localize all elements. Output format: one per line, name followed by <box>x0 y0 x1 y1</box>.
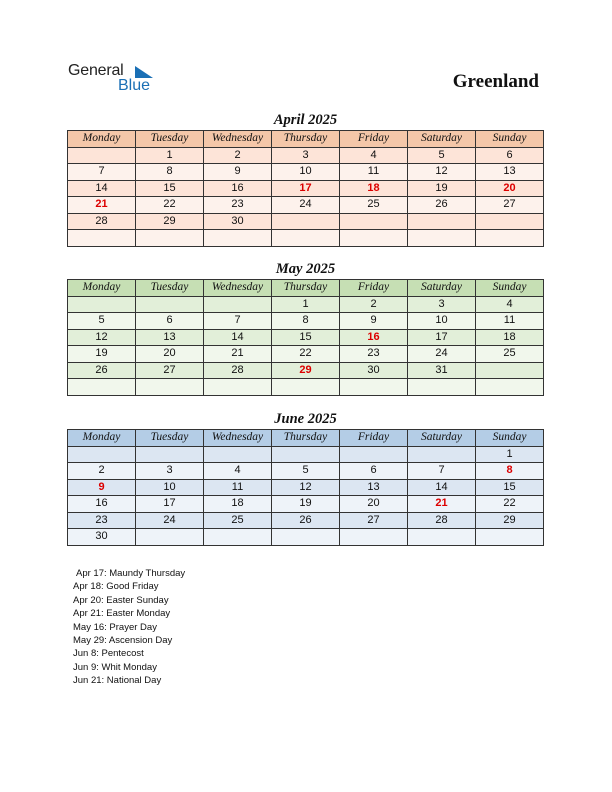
day-cell: 6 <box>340 463 408 480</box>
day-cell: 16 <box>340 329 408 346</box>
day-cell: 31 <box>408 362 476 379</box>
day-cell: 7 <box>68 164 136 181</box>
weekday-header: Tuesday <box>136 430 204 447</box>
day-cell: 24 <box>272 197 340 214</box>
empty-day-cell <box>204 230 272 247</box>
empty-day-cell <box>68 446 136 463</box>
day-cell: 9 <box>340 313 408 330</box>
holiday-item: Apr 21: Easter Monday <box>73 608 171 620</box>
empty-day-cell <box>68 147 136 164</box>
holiday-item: Apr 18: Good Friday <box>73 581 159 593</box>
day-cell: 11 <box>204 479 272 496</box>
month-title: June 2025 <box>274 411 337 427</box>
holiday-item: Apr 17: Maundy Thursday <box>76 568 186 579</box>
day-cell: 2 <box>68 463 136 480</box>
weekday-header: Sunday <box>476 280 544 297</box>
day-cell: 6 <box>476 147 544 164</box>
day-cell: 4 <box>204 463 272 480</box>
day-cell: 22 <box>476 496 544 513</box>
weekday-header: Wednesday <box>204 280 272 297</box>
empty-day-cell <box>272 446 340 463</box>
day-cell: 14 <box>68 180 136 197</box>
day-cell: 16 <box>68 496 136 513</box>
holiday-item: Jun 8: Pentecost <box>73 648 144 660</box>
day-cell: 23 <box>340 346 408 363</box>
week-row <box>68 496 544 513</box>
weekday-header-row <box>68 430 544 447</box>
week-row <box>68 180 544 197</box>
day-cell: 7 <box>408 463 476 480</box>
empty-day-cell <box>340 379 408 396</box>
day-cell: 21 <box>204 346 272 363</box>
weekday-header: Tuesday <box>136 280 204 297</box>
day-cell: 25 <box>204 512 272 529</box>
weekday-header: Wednesday <box>204 131 272 148</box>
day-cell: 25 <box>340 197 408 214</box>
day-cell: 20 <box>340 496 408 513</box>
month-calendar <box>67 260 544 396</box>
empty-day-cell <box>408 529 476 546</box>
empty-day-cell <box>204 446 272 463</box>
weekday-header: Saturday <box>408 430 476 447</box>
day-cell: 10 <box>136 479 204 496</box>
empty-day-cell <box>340 529 408 546</box>
week-row <box>68 446 544 463</box>
week-row <box>68 296 544 313</box>
empty-day-cell <box>476 362 544 379</box>
day-cell: 24 <box>136 512 204 529</box>
day-cell: 4 <box>340 147 408 164</box>
day-cell: 3 <box>136 463 204 480</box>
day-cell: 27 <box>136 362 204 379</box>
day-cell: 26 <box>408 197 476 214</box>
empty-day-cell <box>476 379 544 396</box>
week-row <box>68 230 544 247</box>
month-grid <box>67 429 544 546</box>
week-row <box>68 479 544 496</box>
day-cell: 18 <box>476 329 544 346</box>
holiday-item: May 16: Prayer Day <box>73 621 157 633</box>
day-cell: 27 <box>340 512 408 529</box>
empty-day-cell <box>68 296 136 313</box>
day-cell: 3 <box>272 147 340 164</box>
day-cell: 29 <box>136 213 204 230</box>
week-row <box>68 529 544 546</box>
day-cell: 8 <box>272 313 340 330</box>
day-cell: 10 <box>408 313 476 330</box>
empty-day-cell <box>68 230 136 247</box>
weekday-header: Friday <box>340 430 408 447</box>
day-cell: 28 <box>408 512 476 529</box>
day-cell: 9 <box>68 479 136 496</box>
day-cell: 18 <box>340 180 408 197</box>
day-cell: 7 <box>204 313 272 330</box>
holiday-item: Apr 20: Easter Sunday <box>73 594 169 606</box>
holiday-list <box>73 567 185 688</box>
day-cell: 22 <box>136 197 204 214</box>
day-cell: 17 <box>136 496 204 513</box>
empty-day-cell <box>476 213 544 230</box>
day-cell: 13 <box>476 164 544 181</box>
day-cell: 17 <box>272 180 340 197</box>
day-cell: 3 <box>408 296 476 313</box>
week-row <box>68 512 544 529</box>
day-cell: 2 <box>204 147 272 164</box>
empty-day-cell <box>272 230 340 247</box>
month-grid <box>67 279 544 396</box>
weekday-header: Sunday <box>476 430 544 447</box>
day-cell: 22 <box>272 346 340 363</box>
logo <box>68 62 168 96</box>
week-row <box>68 329 544 346</box>
day-cell: 4 <box>476 296 544 313</box>
weekday-header: Tuesday <box>136 131 204 148</box>
logo-word-blue: Blue <box>118 77 151 94</box>
weekday-header: Thursday <box>272 131 340 148</box>
empty-day-cell <box>136 296 204 313</box>
day-cell: 26 <box>272 512 340 529</box>
day-cell: 20 <box>476 180 544 197</box>
week-row <box>68 213 544 230</box>
holiday-item: Jun 21: National Day <box>73 675 162 687</box>
month-grid <box>67 130 544 247</box>
day-cell: 12 <box>68 329 136 346</box>
empty-day-cell <box>408 230 476 247</box>
day-cell: 5 <box>408 147 476 164</box>
day-cell: 20 <box>136 346 204 363</box>
day-cell: 15 <box>136 180 204 197</box>
day-cell: 13 <box>340 479 408 496</box>
day-cell: 2 <box>340 296 408 313</box>
week-row <box>68 379 544 396</box>
day-cell: 26 <box>68 362 136 379</box>
month-title: May 2025 <box>275 261 336 277</box>
day-cell: 13 <box>136 329 204 346</box>
day-cell: 30 <box>68 529 136 546</box>
empty-day-cell <box>136 230 204 247</box>
day-cell: 19 <box>408 180 476 197</box>
week-row <box>68 197 544 214</box>
day-cell: 29 <box>272 362 340 379</box>
week-row <box>68 313 544 330</box>
day-cell: 10 <box>272 164 340 181</box>
weekday-header: Thursday <box>272 280 340 297</box>
month-title: April 2025 <box>273 112 338 128</box>
day-cell: 5 <box>68 313 136 330</box>
day-cell: 21 <box>408 496 476 513</box>
holiday-item: Jun 9: Whit Monday <box>73 661 157 673</box>
empty-day-cell <box>408 446 476 463</box>
weekday-header: Friday <box>340 280 408 297</box>
day-cell: 24 <box>408 346 476 363</box>
day-cell: 16 <box>204 180 272 197</box>
empty-day-cell <box>136 446 204 463</box>
day-cell: 11 <box>340 164 408 181</box>
weekday-header-row <box>68 280 544 297</box>
week-row <box>68 362 544 379</box>
day-cell: 8 <box>136 164 204 181</box>
empty-day-cell <box>204 296 272 313</box>
empty-day-cell <box>340 446 408 463</box>
day-cell: 28 <box>204 362 272 379</box>
country-title: Greenland <box>452 71 539 92</box>
day-cell: 29 <box>476 512 544 529</box>
day-cell: 15 <box>476 479 544 496</box>
day-cell: 5 <box>272 463 340 480</box>
weekday-header: Saturday <box>408 131 476 148</box>
day-cell: 23 <box>204 197 272 214</box>
day-cell: 6 <box>136 313 204 330</box>
day-cell: 30 <box>204 213 272 230</box>
empty-day-cell <box>340 213 408 230</box>
weekday-header: Monday <box>68 430 136 447</box>
day-cell: 19 <box>68 346 136 363</box>
empty-day-cell <box>272 529 340 546</box>
weekday-header: Wednesday <box>204 430 272 447</box>
empty-day-cell <box>476 529 544 546</box>
weekday-header: Sunday <box>476 131 544 148</box>
day-cell: 1 <box>272 296 340 313</box>
week-row <box>68 463 544 480</box>
day-cell: 27 <box>476 197 544 214</box>
day-cell: 17 <box>408 329 476 346</box>
empty-day-cell <box>408 213 476 230</box>
day-cell: 12 <box>272 479 340 496</box>
day-cell: 12 <box>408 164 476 181</box>
logo-word-general: General <box>68 62 124 79</box>
weekday-header: Saturday <box>408 280 476 297</box>
holiday-item: May 29: Ascension Day <box>73 634 173 646</box>
weekday-header-row <box>68 131 544 148</box>
weekday-header: Monday <box>68 280 136 297</box>
week-row <box>68 346 544 363</box>
empty-day-cell <box>340 230 408 247</box>
month-calendar <box>67 111 544 247</box>
weekday-header: Thursday <box>272 430 340 447</box>
empty-day-cell <box>408 379 476 396</box>
day-cell: 18 <box>204 496 272 513</box>
day-cell: 28 <box>68 213 136 230</box>
day-cell: 15 <box>272 329 340 346</box>
empty-day-cell <box>68 379 136 396</box>
weekday-header: Monday <box>68 131 136 148</box>
empty-day-cell <box>204 379 272 396</box>
day-cell: 9 <box>204 164 272 181</box>
empty-day-cell <box>136 529 204 546</box>
day-cell: 25 <box>476 346 544 363</box>
day-cell: 11 <box>476 313 544 330</box>
week-row <box>68 147 544 164</box>
empty-day-cell <box>272 213 340 230</box>
day-cell: 19 <box>272 496 340 513</box>
day-cell: 14 <box>204 329 272 346</box>
day-cell: 1 <box>476 446 544 463</box>
week-row <box>68 164 544 181</box>
month-calendar <box>67 410 544 546</box>
empty-day-cell <box>272 379 340 396</box>
day-cell: 30 <box>340 362 408 379</box>
empty-day-cell <box>476 230 544 247</box>
day-cell: 14 <box>408 479 476 496</box>
day-cell: 23 <box>68 512 136 529</box>
day-cell: 1 <box>136 147 204 164</box>
day-cell: 8 <box>476 463 544 480</box>
empty-day-cell <box>204 529 272 546</box>
empty-day-cell <box>136 379 204 396</box>
weekday-header: Friday <box>340 131 408 148</box>
day-cell: 21 <box>68 197 136 214</box>
